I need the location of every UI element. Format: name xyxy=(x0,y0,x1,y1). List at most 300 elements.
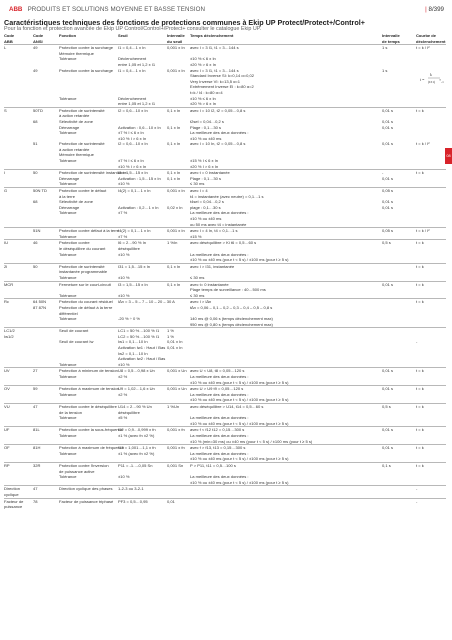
cell-code-abb: IU xyxy=(4,240,9,246)
table-row xyxy=(4,444,446,451)
cell-function: Tolérance xyxy=(59,130,77,136)
cell-trip-time: avec déséquilibre > Ki t6 = 0,5…60 s xyxy=(190,240,257,246)
cell-code-ansi: 81H xyxy=(33,445,41,451)
cell-threshold: P11 = -1…-0,05 Sn xyxy=(118,462,153,468)
cell-trip-time: avec f < f12 t12 = 0,15…300 s xyxy=(190,427,245,433)
table-row xyxy=(4,498,446,505)
cell-threshold: I31 = 1,5…15 x In xyxy=(118,263,151,269)
cell-threshold: LC2 = 50 %…100 % I1 xyxy=(118,333,160,339)
cell-code-ansi: 50TD xyxy=(33,107,43,113)
page-title: Caractéristiques techniques des fonctions de protections communes à Ekip UP Protect/Protect+/Control+ xyxy=(4,18,365,27)
cell-threshold: Iw2 = 0,1…10 In xyxy=(118,350,148,356)
table-row xyxy=(4,367,446,374)
cell-threshold: Déclenchement xyxy=(118,95,147,101)
cell-function: Démarrage xyxy=(59,204,80,210)
cell-code-abb: MCR xyxy=(4,281,14,287)
cell-code-abb: Code xyxy=(4,33,15,38)
cell-threshold: Activation : 1,5…15 x In xyxy=(118,175,161,181)
cell-trip-time: ±10 % ou ±40 ms (pour t < 5 s) / ±100 ms (pour t ≥ 5 s) xyxy=(190,420,289,426)
cell-threshold: Activation Iw1 : Haut / Bas xyxy=(118,345,166,351)
cell-trip-time: ±10 % ou ±40 ms xyxy=(190,135,222,141)
cell-function: différentiel xyxy=(59,310,78,316)
cell-threshold: ±10 % I > 6 x In xyxy=(118,135,147,141)
cell-trip-time: avec t= 0 instantanée xyxy=(190,281,229,287)
cell-code-ansi: 68 xyxy=(33,118,38,124)
cell-trip-curve: t = k xyxy=(416,404,424,409)
cell-code-abb: OV xyxy=(4,386,10,392)
cell-function: Seuil de courant xyxy=(59,328,89,334)
cell-trip-time: P > P11, t11 = 0,5…100 s xyxy=(190,462,236,468)
cell-threshold: I1 = 0,4…1 x In xyxy=(118,45,146,51)
cell-code-ansi: 64 50N xyxy=(33,299,47,305)
cell-code-abb: 2I xyxy=(4,263,8,269)
cell-trip-time: ±10 % ou ±40 ms (pour t < 5 s) / ±100 ms (pour t ≥ 5 s) xyxy=(190,257,289,263)
table-row xyxy=(4,298,446,305)
cell-threshold: ±7 % xyxy=(118,210,128,216)
cell-code-ansi: ANSI xyxy=(33,38,43,44)
cell-threshold: f12 = 0,9…0,999 x fn xyxy=(118,427,156,433)
cell-trip-time: avec I > I∆n xyxy=(190,299,212,305)
cell-trip-time: La meilleure des deux données : xyxy=(190,450,249,456)
cell-function: Direction cyclique des phases xyxy=(59,486,113,492)
cell-threshold-step: 0,001 x In xyxy=(167,188,185,194)
cell-threshold: Déclenchement xyxy=(118,56,147,62)
cell-threshold-step: 0,1 x In xyxy=(167,281,181,287)
cell-time-step: 0,1 s xyxy=(382,462,391,468)
cell-code-ansi: Code xyxy=(33,33,44,38)
cell-code-abb: LC1/2 xyxy=(4,328,15,334)
cell-code-abb: I xyxy=(4,170,6,176)
cell-trip-time: avec I > I31, instantanée xyxy=(190,263,235,269)
cell-trip-time: Very Inverse VI: k=13,5 α=1 xyxy=(190,78,241,84)
cell-trip-curve: t = k / I² xyxy=(416,141,430,147)
cell-trip-curve: - xyxy=(416,498,418,504)
table-row xyxy=(4,485,446,492)
cell-threshold: I3 = 1,5…15 x In xyxy=(118,170,148,176)
cell-threshold-step: 1 % xyxy=(167,328,174,334)
cell-trip-time: ±10 % ≤ 6 x In xyxy=(190,95,216,101)
cell-code-abb: UV xyxy=(4,368,10,374)
cell-time-step: 0,5 s xyxy=(382,404,391,409)
cell-threshold: U14 = 2…90 % Un xyxy=(118,404,152,409)
cell-trip-time: Standard Inverse SI: k=0,14 α=0,02 xyxy=(190,73,254,79)
cell-threshold-step: 0,001 x In xyxy=(167,45,185,51)
cell-code-ansi: 87 87N xyxy=(33,304,47,310)
cell-time-step: 0,01 s xyxy=(382,199,394,205)
cell-code-ansi: 46 xyxy=(33,240,38,246)
cell-function: Protection contre l'inversion xyxy=(59,462,109,468)
cell-trip-time: plage : 0,1…30 s xyxy=(190,204,221,210)
cell-trip-time: ±10 % ou ±40 ms (pour t < 5 s) / ±100 ms (pour t ≥ 5 s) xyxy=(190,379,289,385)
cell-trip-time: t∆n = 0,06 – 0,1 – 0,2 – 0,3 – 0,4 – 0,5 – 0,8 s xyxy=(190,304,273,310)
cell-trip-time: La meilleure des deux données : xyxy=(190,432,249,438)
cell-function: Protection de surintensité xyxy=(59,263,105,269)
cell-trip-time: avec I = 4 In, t4 = 0,1…1 s xyxy=(190,228,238,234)
cell-trip-curve: t = k xyxy=(416,462,424,468)
cell-function: Tolérance xyxy=(59,292,77,298)
cell-threshold: Seuil xyxy=(118,33,128,38)
cell-time-step: 0,01 s xyxy=(382,107,394,113)
cell-threshold: ±1 % (avec fn ±2 %) xyxy=(118,432,155,438)
cell-function: Mémoire thermique xyxy=(59,50,94,56)
cell-threshold: entre 1,05 et 1,2 x I1 xyxy=(118,61,156,67)
cell-trip-time: ±10 % ou ±40 ms xyxy=(190,216,222,221)
cell-threshold-step: 0,001 x In xyxy=(167,67,185,73)
cell-trip-time: Extrêmement Inverse EI : k=80 α=2 xyxy=(190,84,254,90)
cell-threshold: déséquilibre xyxy=(118,409,140,415)
cell-code-abb: RP xyxy=(4,462,10,468)
table-row xyxy=(4,281,446,288)
cell-threshold-step: Intervalle xyxy=(167,33,185,38)
cell-function: Tolérance xyxy=(59,210,77,216)
cell-function: Sélectivité de zone xyxy=(59,199,93,205)
cell-function: Protection de surintensité xyxy=(59,107,105,113)
page-subtitle: Pour la fonction et protection avancée de Ekip UP Control/Control+/Protect+ consulter le catalogue Ekip UP. xyxy=(4,26,262,32)
table-row xyxy=(4,169,446,176)
protection-table xyxy=(4,33,446,510)
cell-function: Tolérance xyxy=(59,361,77,367)
cell-code-abb: puissance xyxy=(4,504,23,510)
cell-function: Protection de surintensité instantanée xyxy=(59,170,127,176)
cell-trip-time: La meilleure des deux données : xyxy=(190,474,249,480)
cell-threshold: ±10 % I > 6 x In xyxy=(118,163,147,169)
cell-trip-time: ±10 % ou ±40 ms (pour t < 5 s) / ±100 ms (pour t ≥ 5 s) xyxy=(190,456,289,462)
table-row xyxy=(4,504,446,510)
cell-code-abb: S xyxy=(4,107,7,113)
cell-function: Démarrage xyxy=(59,124,80,130)
cell-trip-time: ±10 % ou ±40 ms (pour t < 5 s) / ±100 ms (pour t ≥ 5 s) xyxy=(190,397,289,403)
cell-threshold: ±1 % (avec fn ±2 %) xyxy=(118,450,155,456)
cell-function: Seuil de courant Iw xyxy=(59,339,94,345)
cell-trip-time: t=k / I4 : k=80 α=4 xyxy=(190,89,223,95)
cell-threshold-step: 0,1 x In xyxy=(167,170,181,176)
svg-text:(I/I1): (I/I1) xyxy=(428,80,436,84)
cell-time-step: Intervalle xyxy=(382,33,400,38)
cell-code-ansi: 49 xyxy=(33,45,38,51)
table-row xyxy=(4,403,446,410)
cell-threshold: U8 = 0,5…0,98 x Un xyxy=(118,368,155,374)
cell-time-step: de temps xyxy=(382,38,400,44)
cell-trip-time: ±15 % I ≤ 6 x In xyxy=(190,158,219,164)
page-number: | 8/399 xyxy=(425,6,444,13)
cell-threshold: ±2 % xyxy=(118,391,128,397)
cell-threshold: f13 = 1,001…1,1 x fn xyxy=(118,445,156,451)
table-row xyxy=(4,187,446,194)
cell-trip-curve: t = k xyxy=(416,427,424,433)
cell-threshold: entre 1,05 et 1,2 x I1 xyxy=(118,101,156,107)
cell-code-ansi: 51N xyxy=(33,228,41,234)
cell-time-step: 1 s xyxy=(382,45,388,51)
cell-time-step: 0,05 s xyxy=(382,188,394,194)
cell-threshold-step: 1 % xyxy=(167,333,174,339)
cell-time-step: 0,01 s xyxy=(382,427,394,433)
cell-trip-curve: - xyxy=(416,339,418,345)
cell-code-abb: Direction xyxy=(4,486,20,492)
cell-threshold: 1-2-3 ou 3-2-1 xyxy=(118,486,144,492)
cell-function: à la terre xyxy=(59,193,75,199)
cell-function: Protection de défaut à la terre xyxy=(59,304,113,310)
cell-function: Tolérance xyxy=(59,158,77,164)
cell-trip-curve: t = k / I² xyxy=(416,228,430,234)
cell-code-ansi: 68 xyxy=(33,199,38,205)
cell-function: Démarrage xyxy=(59,175,80,181)
cell-function: à action retardée xyxy=(59,146,90,152)
cell-function: Tolérance xyxy=(59,474,77,480)
cell-threshold-step: 0,1 x In xyxy=(167,175,181,181)
cell-function: Protection contre la surcharge xyxy=(59,67,113,73)
cell-trip-time: ±15 % xyxy=(190,233,202,239)
cell-function: Protection à minimum de tension xyxy=(59,368,118,374)
cell-threshold: U9 = 1,02…1,6 x Un xyxy=(118,386,155,392)
cell-trip-curve: t = k xyxy=(416,281,424,287)
cell-function: Tolérance xyxy=(59,415,77,421)
cell-threshold-step: 0,001 x Un xyxy=(167,386,187,392)
cell-trip-time: Plage : 0,1…30 s xyxy=(190,124,222,130)
cell-threshold: Activation Iw2 : Haut / Bas xyxy=(118,356,166,362)
cell-function: Protection contre le défaut xyxy=(59,188,107,194)
cell-function: Tolérance xyxy=(59,432,77,438)
table-row xyxy=(4,44,446,51)
cell-trip-curve: t = k / I² xyxy=(416,45,430,51)
cell-time-step: 0,01 s xyxy=(382,124,394,130)
cell-time-step: 0,05 s xyxy=(382,228,394,234)
svg-text:k: k xyxy=(430,73,432,77)
cell-trip-time: avec t = 0 instantanée xyxy=(190,170,230,176)
cell-function: Protection contre le déséquilibre xyxy=(59,404,117,409)
cell-trip-curve: Courbe de xyxy=(416,33,437,38)
cell-trip-curve: t = k xyxy=(416,299,424,305)
cell-trip-time: Plage temps de surveillance : 40…500 ms xyxy=(190,287,266,293)
cell-function: Protection du courant résiduel xyxy=(59,299,113,305)
cell-function: le déséquilibre du courant xyxy=(59,245,106,251)
cell-trip-time: ≤ 30 ms xyxy=(190,292,205,298)
cell-trip-time: ±20 % I > 6 x In xyxy=(190,163,219,169)
cell-trip-time: ±20 % > 6 x In xyxy=(190,61,216,67)
table-row xyxy=(4,263,446,270)
cell-threshold: I4(2) = 0,1…1 x In xyxy=(118,188,151,194)
cell-function: Protection contre xyxy=(59,240,90,246)
cell-function: de la tension xyxy=(59,409,82,415)
cell-threshold: I∆n = 3 – 5 – 7 – 10 – 20 – 30 A xyxy=(118,299,175,305)
cell-time-step: 0,01 s xyxy=(382,386,394,392)
cell-function: Tolérance xyxy=(59,95,77,101)
table-row xyxy=(4,327,446,334)
cell-function: Protection à maximum de tension xyxy=(59,386,120,392)
cell-trip-time: ≤ 30 ms xyxy=(190,181,205,187)
cell-trip-time: ±10 % ou ±40 ms (pour t < 5 s) / ±100 ms (pour t ≥ 5 s) xyxy=(190,479,289,485)
cell-function: Tolérance xyxy=(59,450,77,456)
cell-threshold: -20 % ÷ 0 % xyxy=(118,316,141,322)
cell-threshold: Iw1 = 0,1…10 In xyxy=(118,339,148,345)
cell-time-step: 0,01 s xyxy=(382,281,394,287)
cell-trip-time: avec f > f13, t13 = 0,15…300 s xyxy=(190,445,246,451)
cell-threshold: PF3 = 0,5…0,95 xyxy=(118,498,148,504)
cell-threshold-step: 0,001 x fn xyxy=(167,427,185,433)
cell-threshold: I2 = 0,6…10 x In xyxy=(118,107,148,113)
cell-threshold: I2 = 0,6…10 x In xyxy=(118,141,148,147)
section-tab[interactable]: 08 xyxy=(445,148,452,164)
cell-code-ansi: 27 xyxy=(33,368,38,374)
cell-trip-time: La meilleure des deux données : xyxy=(190,374,249,380)
cell-function: instantanée programmable xyxy=(59,269,108,275)
cell-function: Tolérance xyxy=(59,316,77,322)
cell-code-ansi: 49 xyxy=(33,67,38,73)
cell-function: Protection contre défaut à la terre xyxy=(59,228,120,234)
table-row xyxy=(4,385,446,392)
cell-threshold-step: 0,01 x In xyxy=(167,339,183,345)
cell-time-step: 0,01 s xyxy=(382,175,394,181)
cell-code-abb: cyclique xyxy=(4,491,19,497)
cell-time-step: 1 s xyxy=(382,67,388,73)
cell-threshold: I6 = 2…90 % In xyxy=(118,240,147,246)
cell-trip-curve: - xyxy=(416,486,418,492)
cell-trip-curve: t = k xyxy=(416,445,424,451)
table-row xyxy=(4,239,446,246)
cell-threshold-step: 0,001 x Un xyxy=(167,368,187,374)
cell-trip-time: avec U > U9 t9 = 0,05…120 s xyxy=(190,386,244,392)
cell-trip-curve: t = k xyxy=(416,368,424,374)
cell-time-step: - xyxy=(382,170,384,176)
cell-time-step: 0,01 s xyxy=(382,445,394,451)
cell-threshold: ±5 % xyxy=(118,415,128,421)
cell-threshold: ±7 % I ≤ 6 x In xyxy=(118,158,144,164)
cell-trip-time: ≤ 30 ms xyxy=(190,274,205,280)
cell-trip-curve: t = k xyxy=(416,386,424,392)
cell-threshold: Activation : 0,2…1 x In xyxy=(118,204,159,210)
table-row xyxy=(4,462,446,469)
cell-threshold-step: 0,001 Sn xyxy=(167,462,184,468)
cell-threshold-step: 0,1 x In xyxy=(167,141,181,147)
cell-code-ansi: 81L xyxy=(33,427,40,433)
cell-threshold: ±7 % xyxy=(118,233,128,239)
cell-trip-time: ou 50 ms avec t4 = instantanée xyxy=(190,221,247,227)
cell-threshold-step: du seuil xyxy=(167,38,183,44)
cell-trip-time: La meilleure des deux données : xyxy=(190,251,249,257)
cell-threshold: ±7 % I ≤ 6 x In xyxy=(118,130,144,136)
cell-threshold-step: 0,01 xyxy=(167,498,175,504)
cell-trip-time: t4sel = 0,04…0,2 s xyxy=(190,199,224,205)
cell-code-ansi: 78 xyxy=(33,498,38,504)
cell-threshold: ±10 % xyxy=(118,361,130,367)
cell-code-ansi: 47 xyxy=(33,404,38,409)
cell-function: Tolérance xyxy=(59,391,77,397)
cell-trip-time: avec I = 10 In, t2 = 0,05…0,8 s xyxy=(190,141,246,147)
svg-text:t =: t = xyxy=(420,77,425,82)
cell-function: Tolérance xyxy=(59,233,77,239)
cell-threshold: Activation : 0,6…10 x In xyxy=(118,124,161,130)
cell-trip-time: Plage : 0,1…30 s xyxy=(190,175,222,181)
cell-trip-time: ±10 % (min=30 ms) ou ±40 ms (pour t < 5 s) / ±100 ms (pour t ≥ 5 s) xyxy=(190,438,313,444)
cell-trip-time: avec U < U8, t8 = 0,05…120 s xyxy=(190,368,245,374)
cell-function: Protection de surintensité xyxy=(59,141,105,147)
cell-trip-time: avec I = 3 I1, t1 = 3…144 s xyxy=(190,67,239,73)
cell-function: Facteur de puissance triphasé xyxy=(59,498,114,504)
cell-trip-time: 950 ms @ 0,80 s (temps déclenchement max) xyxy=(190,321,273,327)
cell-trip-curve: t = k xyxy=(416,170,424,176)
cell-time-step: 0,01 s xyxy=(382,118,394,124)
cell-threshold: ±10 % xyxy=(118,181,130,187)
cell-threshold-step: 0,01 x In xyxy=(167,345,183,351)
cell-function: Protection à maximum de fréquence xyxy=(59,445,125,451)
cell-threshold: ±10 % xyxy=(118,274,130,280)
cell-function: Tolérance xyxy=(59,374,77,380)
cell-threshold-step: 1 %Un xyxy=(167,404,180,409)
cell-threshold-step: 1 %In xyxy=(167,240,178,246)
cell-function: de puissance active xyxy=(59,468,95,474)
cell-function: Protection contre la surcharge xyxy=(59,45,113,51)
table-row xyxy=(4,227,446,234)
cell-threshold-step: 0,1 x In xyxy=(167,107,181,113)
svg-text:α: α xyxy=(439,78,441,82)
cell-trip-time: ±20 % > 6 x In xyxy=(190,101,216,107)
cell-time-step: 0,01 s xyxy=(382,368,394,374)
cell-time-step: 0,01 s xyxy=(382,141,394,147)
header-title: PRODUITS ET SOLUTIONS MOYENNE ET BASSE TENSION xyxy=(27,6,206,13)
cell-code-abb: Facteur de xyxy=(4,498,24,504)
cell-function: Tolérance xyxy=(59,251,77,257)
cell-threshold-step: 0,001 x In xyxy=(167,228,185,234)
cell-threshold: I3 = 1,5…15 x In xyxy=(118,281,148,287)
cell-code-ansi: 50 xyxy=(33,263,38,269)
cell-trip-time: La meilleure des deux données : xyxy=(190,415,249,421)
cell-function: Tolérance xyxy=(59,56,77,62)
svg-text:-1: -1 xyxy=(441,80,444,84)
cell-threshold-step: 0,02 x In xyxy=(167,204,183,210)
cell-function: à action retardée xyxy=(59,113,90,119)
cell-function: Sélectivité de zone xyxy=(59,118,93,124)
cell-code-ansi: 51 xyxy=(33,141,38,147)
cell-threshold: ±10 % xyxy=(118,292,130,298)
cell-time-step: 0,5 s xyxy=(382,240,391,246)
cell-threshold: déséquilibre xyxy=(118,245,140,251)
cell-code-abb: L xyxy=(4,45,7,51)
cell-function: Tolérance xyxy=(59,181,77,187)
cell-trip-curve: t = k xyxy=(416,240,424,246)
cell-trip-curve: t = k xyxy=(416,107,424,113)
cell-trip-time: avec I = 10 I2, t2 = 0,05…0,8 s xyxy=(190,107,246,113)
cell-code-abb: Rc xyxy=(4,299,9,305)
cell-threshold: I1 = 0,4…1 x In xyxy=(118,67,146,73)
cell-time-step: 0,01 s xyxy=(382,204,394,210)
cell-trip-time: La meilleure des deux données : xyxy=(190,391,249,397)
cell-threshold: I4(2) = 0,1…1 x In xyxy=(118,228,151,234)
cell-threshold-step: 0,1 x In xyxy=(167,124,181,130)
cell-function: Fermeture sur le court-circuit xyxy=(59,281,111,287)
cell-code-abb: ABB xyxy=(4,38,13,44)
table-row xyxy=(4,107,446,114)
cell-threshold-step: 0,1 x In xyxy=(167,263,181,269)
cell-threshold: ±10 % xyxy=(118,251,130,257)
cell-trip-curve: déclenchement xyxy=(416,38,446,44)
page-header xyxy=(9,6,205,13)
cell-code-ansi: 50 xyxy=(33,170,38,176)
cell-trip-time: avec I = 4 xyxy=(190,188,208,194)
brand-logo: ABB xyxy=(9,6,23,13)
cell-code-ansi: 47 xyxy=(33,486,38,492)
cell-code-ansi: 50N TD xyxy=(33,188,47,194)
cell-code-abb: VU xyxy=(4,404,10,409)
cell-function: Tolérance xyxy=(59,274,77,280)
cell-trip-curve: t = k xyxy=(416,263,424,269)
cell-threshold: ±2 % xyxy=(118,374,128,380)
cell-trip-time: t4 = instantanée (avec neutre) = 0,1…1 s xyxy=(190,193,264,199)
cell-code-ansi: 59 xyxy=(33,386,38,392)
cell-trip-time: 140 ms @ 0,06 s (temps déclenchement max) xyxy=(190,316,273,322)
cell-function: Fonction xyxy=(59,33,77,38)
cell-code-ansi: 32R xyxy=(33,462,41,468)
cell-threshold: ±10 % xyxy=(118,474,130,480)
cell-trip-time: ±10 % ≤ 6 x In xyxy=(190,56,216,62)
